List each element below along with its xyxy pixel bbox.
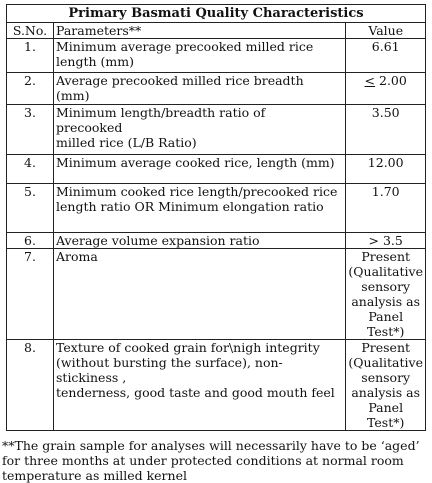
less-than-or-equal-symbol: < [364, 73, 376, 88]
header-sno: S.No. [7, 23, 54, 39]
row-value [346, 73, 426, 105]
table-title: Primary Basmati Quality Characteristics [7, 5, 426, 23]
row-parameter: Minimum average cooked rice, length (mm) [54, 155, 346, 184]
row-sno: 6. [7, 233, 54, 249]
row-sno: 5. [7, 184, 54, 233]
header-value: Value [346, 23, 426, 39]
table-row [7, 249, 426, 340]
row-sno: 1. [7, 39, 54, 73]
table-row [7, 233, 426, 249]
row-sno: 7. [7, 249, 54, 340]
row-value: 6.61 [346, 39, 426, 73]
row-sno: 3. [7, 105, 54, 155]
table-row [7, 39, 426, 73]
row-value: Present (Qualitative sensory analysis as Panel Test*) [346, 249, 426, 340]
row-parameter: Aroma [54, 249, 346, 340]
row-parameter: Minimum cooked rice length/precooked rice length ratio OR Minimum elongation ratio [54, 184, 346, 233]
row-parameter: Texture of cooked grain for\nigh integrity (without bursting the surface), non- stickiness , tenderness, good taste and good mouth feel [54, 340, 346, 431]
row-sno: 8. [7, 340, 54, 431]
quality-table [6, 4, 426, 431]
row-sno: 2. [7, 73, 54, 105]
table-row [7, 155, 426, 184]
footnote: **The grain sample for analyses will necessarily have to be ‘aged’ for three months at under protected conditions at normal room temperature as milled kernel [2, 438, 420, 483]
row-value: Present (Qualitative sensory analysis as Panel Test*) [346, 340, 426, 431]
table-row [7, 340, 426, 431]
row-value: > 3.5 [346, 233, 426, 249]
table-row [7, 105, 426, 155]
row-value: 1.70 [346, 184, 426, 233]
table-title-row [7, 5, 426, 23]
row-value: 3.50 [346, 105, 426, 155]
row-parameter: Minimum average precooked milled rice length (mm) [54, 39, 346, 73]
table-row [7, 184, 426, 233]
row-value-number: 2.00 [375, 73, 407, 88]
row-sno: 4. [7, 155, 54, 184]
table-row [7, 73, 426, 105]
row-value: 12.00 [346, 155, 426, 184]
row-parameter: Average precooked milled rice breadth (mm) [54, 73, 346, 105]
header-parameters: Parameters** [54, 23, 346, 39]
row-parameter: Average volume expansion ratio [54, 233, 346, 249]
row-parameter: Minimum length/breadth ratio of precooked milled rice (L/B Ratio) [54, 105, 346, 155]
table-header-row [7, 23, 426, 39]
